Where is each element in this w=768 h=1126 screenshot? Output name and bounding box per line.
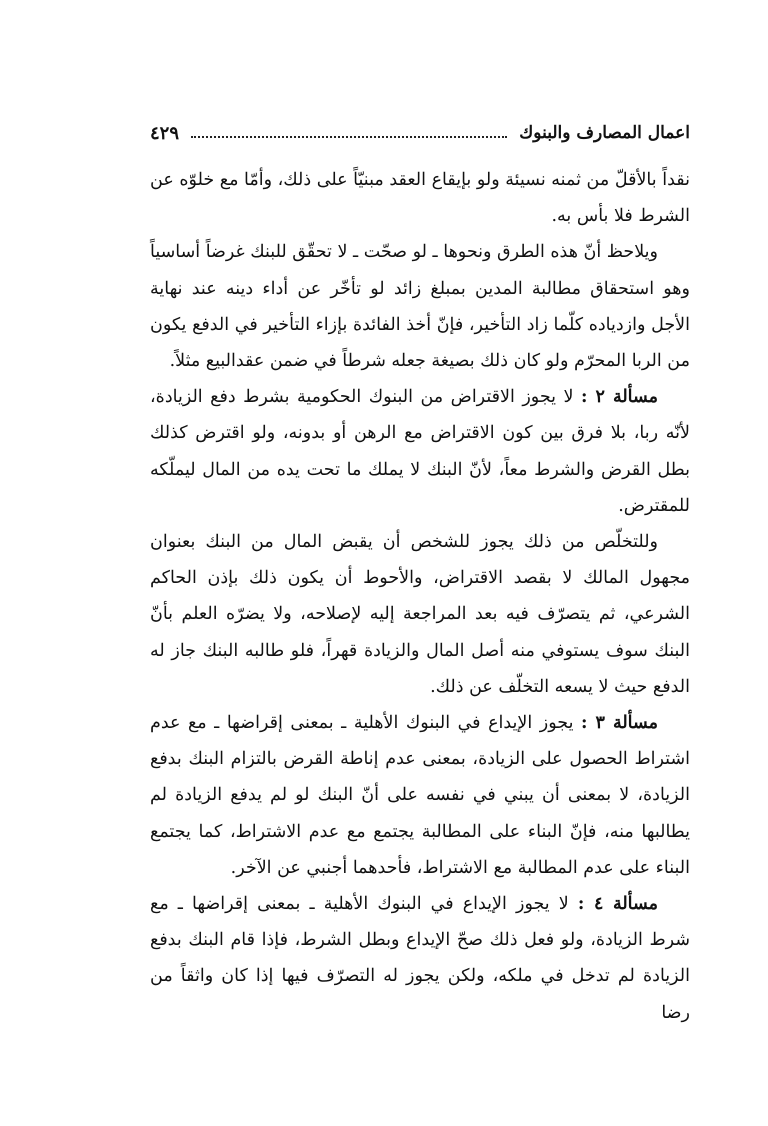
- running-header: [150, 118, 690, 148]
- header-title: اعمال المصارف والبنوك: [519, 123, 690, 143]
- issue-4: [150, 886, 690, 1031]
- header-dot-leader: [191, 136, 507, 138]
- issue-label: مسألة ٤ :: [577, 894, 658, 915]
- paragraph-text: لا يجوز الاقتراض من البنوك الحكومية بشرط دفع الزيادة، لأنّه ربا، بلا فرق بين كون الاقتراض مع الرهن أو بدونه، ولو اقترض كذلك بطل القرض والشرط معاً، لأنّ البنك لا يملك ما تحت يده من المال ليملّكه للمقترض.: [150, 387, 690, 516]
- paragraph-continuation: [150, 162, 690, 234]
- paragraph-text: لا يجوز الإيداع في البنوك الأهلية ـ بمعنى إقراضها ـ مع شرط الزيادة، ولو فعل ذلك صحّ الإيداع وبطل الشرط، فإذا قام البنك بدفع الزيادة لم تدخل في ملكه، ولكن يجوز له التصرّف فيها إذا كان واثقاً من رضا: [150, 894, 690, 1023]
- paragraph-solution: [150, 524, 690, 705]
- issue-label: مسألة ٢ :: [581, 387, 658, 408]
- issue-2: [150, 379, 690, 524]
- paragraph-text: وللتخلّص من ذلك يجوز للشخص أن يقبض المال من البنك بعنوان مجهول المالك لا بقصد الاقتراض، والأحوط أن يكون ذلك بإذن الحاكم الشرعي، ثم يتصرّف فيه بعد المراجعة إليه لإصلاحه، ولا يضرّه العلم بأنّ البنك سوف يستوفي منه أصل المال والزيادة قهراً، فلو طالبه البنك جاز له الدفع حيث لا يسعه التخلّف عن ذلك.: [150, 532, 690, 697]
- paragraph-text: يجوز الإيداع في البنوك الأهلية ـ بمعنى إقراضها ـ مع عدم اشتراط الحصول على الزيادة، بمعنى عدم إناطة القرض بالتزام البنك بدفع الزيادة، لا بمعنى أن يبني في نفسه على أنّ البنك لو لم يدفع الزيادة لم يطالبها منه، فإنّ البناء على المطالبة يجتمع مع عدم الاشتراط، كما يجتمع البناء على عدم المطالبة مع الاشتراط، فأحدهما أجنبي عن الآخر.: [150, 713, 690, 878]
- issue-label: مسألة ٣ :: [580, 713, 658, 734]
- paragraph-text: ويلاحظ أنّ هذه الطرق ونحوها ـ لو صحّت ـ لا تحقّق للبنك غرضاً أساسياً وهو استحقاق مطالبة المدين بمبلغ زائد لو تأخّر عن أداء دينه عند نهاية الأجل وازدياده كلّما زاد التأخير، فإنّ أخذ الفائدة بإزاء التأخير في الدفع يكون من الربا المحرّم ولو كان ذلك بصيغة جعله شرطاً في ضمن عقدالبيع مثلاً.: [150, 242, 690, 372]
- paragraph-note: [150, 234, 690, 379]
- paragraph-text: نقداً بالأقلّ من ثمنه نسيئة ولو بإيقاع العقد مبنيّاً على ذلك، وأمّا مع خلوّه عن الشرط فلا بأس به.: [150, 170, 690, 227]
- issue-3: [150, 705, 690, 886]
- page-number: ٤٢٩: [150, 122, 180, 144]
- page-body: [150, 162, 690, 1031]
